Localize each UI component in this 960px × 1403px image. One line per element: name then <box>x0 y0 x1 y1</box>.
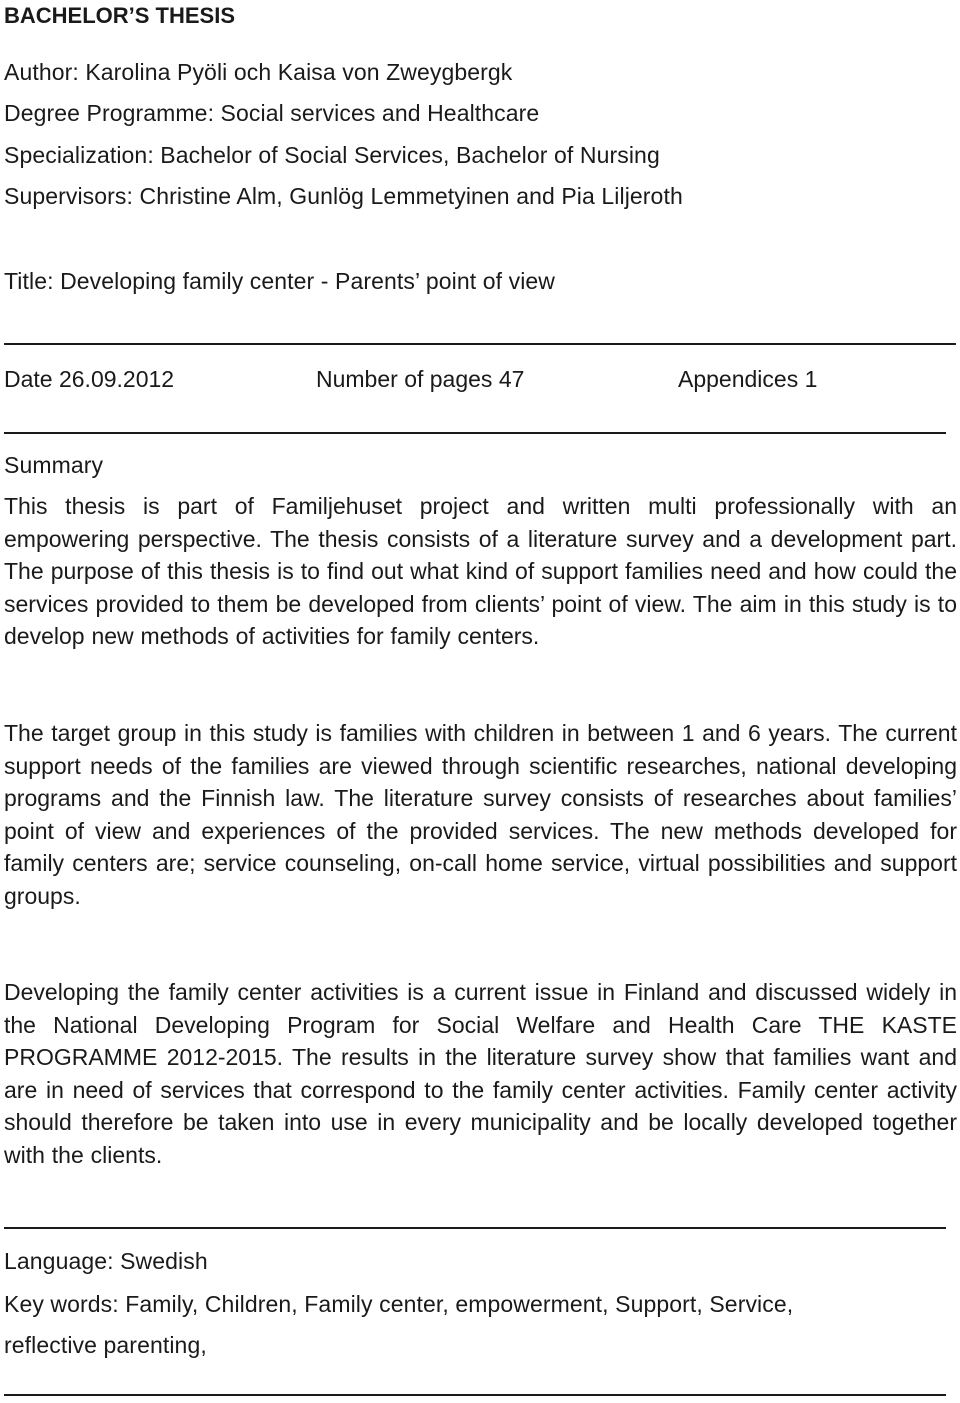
document-heading: BACHELOR’S THESIS <box>4 3 236 28</box>
page-count-field: Number of pages 47 <box>316 366 525 392</box>
language-line: Language: Swedish <box>4 1248 208 1274</box>
divider-end <box>4 1394 946 1396</box>
keywords-line-continued: reflective parenting, <box>4 1332 207 1358</box>
summary-paragraph-1: This thesis is part of Familjehuset project and written multi professionally with an empowering perspective. The thesis consists of a literature survey and a development part. The purpose of this thesis is to find out what kind of support families need and how could the services provided to them be developed from clients’ point of view. The aim in this study is to develop new methods of activities for family centers. <box>4 493 957 649</box>
date-field: Date 26.09.2012 <box>4 366 175 392</box>
divider-meta <box>4 432 946 434</box>
summary-heading: Summary <box>4 452 104 478</box>
divider-top <box>4 343 956 345</box>
summary-paragraph-3: Developing the family center activities is a current issue in Finland and discussed widely in the National Developing Program for Social Welfare and Health Care THE KASTE PROGRAMME 2012-2015. The results in the literature survey show that families want and are in need of services that correspond to the family center activities. Family center activity should therefore be taken into use in every municipality and be locally developed together with the clients. <box>4 979 957 1168</box>
specialization-line: Specialization: Bachelor of Social Services, Bachelor of Nursing <box>4 142 660 168</box>
degree-programme-line: Degree Programme: Social services and Healthcare <box>4 100 540 126</box>
summary-paragraph-2: The target group in this study is families with children in between 1 and 6 years. The current support needs of the families are viewed through scientific researches, national developing programs and the Finnish law. The literature survey consists of researches about families’ point of view and experiences of the provided services. The new methods developed for family centers are; service counseling, on-call home service, virtual possibilities and support groups. <box>4 720 957 909</box>
keywords-line: Key words: Family, Children, Family center, empowerment, Support, Service, <box>4 1291 794 1317</box>
author-line: Author: Karolina Pyöli och Kaisa von Zweygbergk <box>4 59 513 85</box>
divider-bottom <box>4 1227 946 1229</box>
appendices-field: Appendices 1 <box>678 366 818 392</box>
supervisors-line: Supervisors: Christine Alm, Gunlög Lemmetyinen and Pia Liljeroth <box>4 183 683 209</box>
thesis-title: Title: Developing family center - Parents’ point of view <box>4 268 556 294</box>
